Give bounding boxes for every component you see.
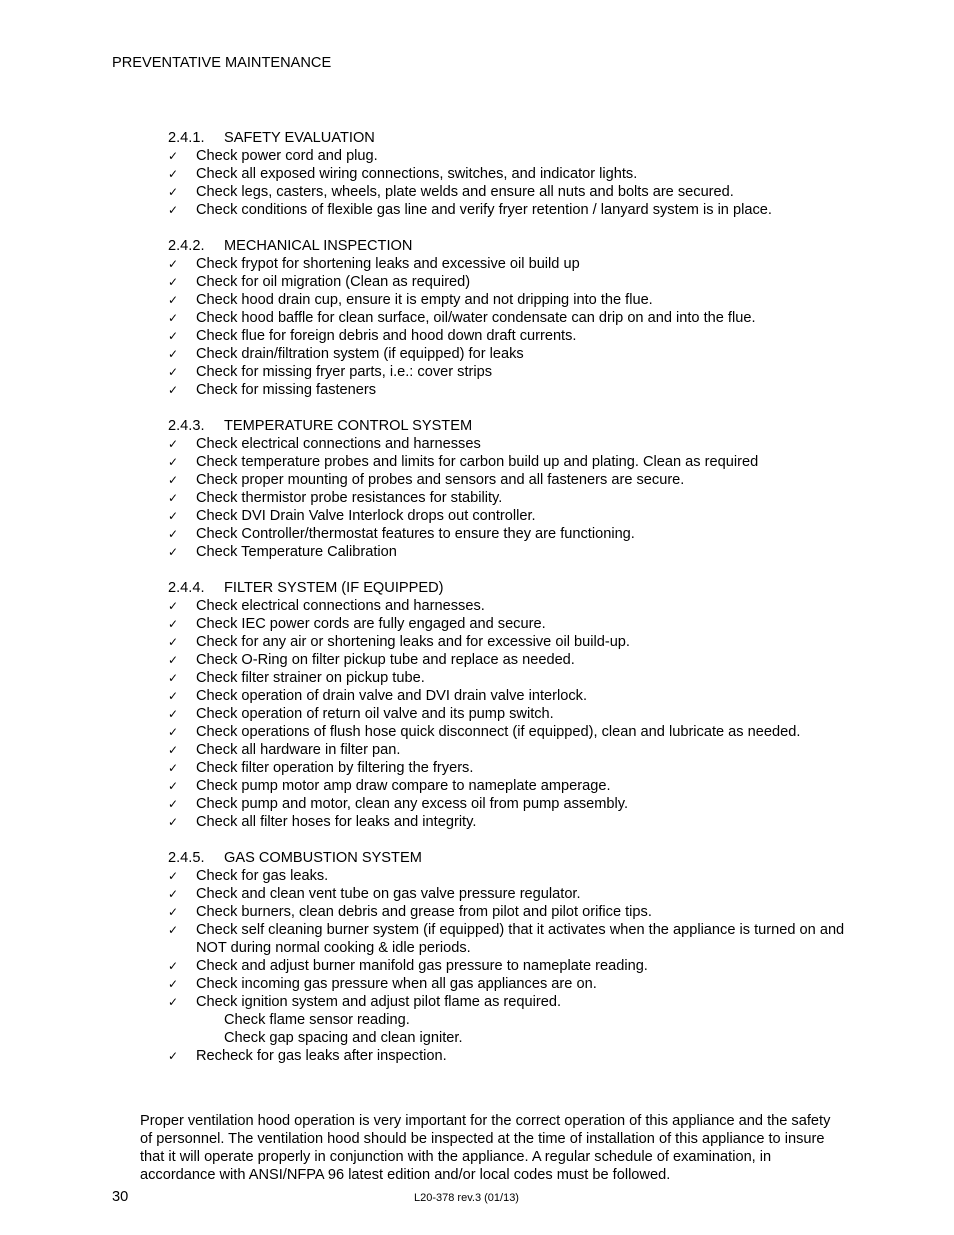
checkmark-icon: ✓ <box>168 545 179 559</box>
item-text: Check burners, clean debris and grease from pilot and pilot orifice tips. <box>196 904 652 920</box>
checkmark-icon: ✓ <box>168 671 179 685</box>
section-title-text: FILTER SYSTEM (IF EQUIPPED) <box>224 580 444 596</box>
item-text: Check all hardware in filter pan. <box>196 742 401 758</box>
item-text: Check IEC power cords are fully engaged and secure. <box>196 616 546 632</box>
checkmark-icon: ✓ <box>168 797 179 811</box>
item-text: Check Temperature Calibration <box>196 544 397 560</box>
checkmark-icon: ✓ <box>168 617 179 631</box>
item-text: Check operation of drain valve and DVI drain valve interlock. <box>196 688 587 704</box>
checkmark-icon: ✓ <box>168 887 179 901</box>
page-header: PREVENTATIVE MAINTENANCE <box>112 55 332 71</box>
checklist-item <box>168 633 848 651</box>
checklist-item <box>168 201 848 219</box>
checklist-item <box>168 597 848 615</box>
checklist-item <box>168 507 848 525</box>
item-text: Check conditions of flexible gas line and verify fryer retention / lanyard system is in place. <box>196 202 772 218</box>
section-safety-evaluation <box>168 129 848 219</box>
checkmark-icon: ✓ <box>168 149 179 163</box>
item-text: Check self cleaning burner system (if equipped) that it activates when the appliance is turned on and NOT during normal cooking & idle periods. <box>196 922 845 956</box>
checklist-item <box>168 957 848 975</box>
item-text: Check electrical connections and harnesses. <box>196 598 485 614</box>
item-text: Check O-Ring on filter pickup tube and replace as needed. <box>196 652 575 668</box>
section-title <box>168 849 848 867</box>
checkmark-icon: ✓ <box>168 455 179 469</box>
item-text: Check legs, casters, wheels, plate welds and ensure all nuts and bolts are secured. <box>196 184 734 200</box>
section-title <box>168 129 848 147</box>
checklist-item <box>168 795 848 813</box>
item-text: Check for oil migration (Clean as required) <box>196 274 471 290</box>
checklist-item <box>168 147 848 165</box>
section-title-text: TEMPERATURE CONTROL SYSTEM <box>224 418 473 434</box>
checkmark-icon: ✓ <box>168 275 179 289</box>
checkmark-icon: ✓ <box>168 509 179 523</box>
section-title-text: GAS COMBUSTION SYSTEM <box>224 850 422 866</box>
checkmark-icon: ✓ <box>168 635 179 649</box>
item-text: Check pump and motor, clean any excess oil from pump assembly. <box>196 796 629 812</box>
item-text: Check hood baffle for clean surface, oil/water condensate can drip on and into the flue. <box>196 310 756 326</box>
item-text: Check filter operation by filtering the fryers. <box>196 760 474 776</box>
checkmark-icon: ✓ <box>168 437 179 451</box>
section-number: 2.4.4. <box>168 580 205 596</box>
item-text: Check for missing fasteners <box>196 382 377 398</box>
checklist-item <box>168 993 848 1011</box>
item-text: Check power cord and plug. <box>196 148 378 164</box>
checkmark-icon: ✓ <box>168 473 179 487</box>
checkmark-icon: ✓ <box>168 257 179 271</box>
checklist-item <box>168 741 848 759</box>
checkmark-icon: ✓ <box>168 689 179 703</box>
item-text: Check frypot for shortening leaks and excessive oil build up <box>196 256 580 272</box>
checklist-item <box>168 543 848 561</box>
section-title <box>168 237 848 255</box>
checklist-item <box>168 615 848 633</box>
checklist-item <box>168 885 848 903</box>
item-text: Check for gas leaks. <box>196 868 329 884</box>
section-number: 2.4.5. <box>168 850 205 866</box>
item-text: Check proper mounting of probes and sensors and all fasteners are secure. <box>196 472 685 488</box>
item-text: Check drain/filtration system (if equipped) for leaks <box>196 346 524 362</box>
item-text: Check for missing fryer parts, i.e.: cover strips <box>196 364 493 380</box>
checklist-content <box>168 129 848 1083</box>
checkmark-icon: ✓ <box>168 1049 179 1063</box>
section-number: 2.4.3. <box>168 418 205 434</box>
checkmark-icon: ✓ <box>168 725 179 739</box>
checkmark-icon: ✓ <box>168 905 179 919</box>
section-temperature-control <box>168 417 848 561</box>
checklist-item <box>168 381 848 399</box>
checklist-item <box>168 777 848 795</box>
checklist-subitem: Check flame sensor reading. <box>224 1012 410 1028</box>
checkmark-icon: ✓ <box>168 167 179 181</box>
section-mechanical-inspection <box>168 237 848 399</box>
item-text: Check Controller/thermostat features to ensure they are functioning. <box>196 526 635 542</box>
checklist-item <box>168 309 848 327</box>
checklist-item <box>168 435 848 453</box>
checkmark-icon: ✓ <box>168 761 179 775</box>
checkmark-icon: ✓ <box>168 383 179 397</box>
checklist-item <box>168 975 848 993</box>
checklist-item <box>168 669 848 687</box>
checkmark-icon: ✓ <box>168 653 179 667</box>
item-text: Check thermistor probe resistances for stability. <box>196 490 503 506</box>
checklist-item <box>168 921 848 957</box>
checkmark-icon: ✓ <box>168 365 179 379</box>
item-text: Check ignition system and adjust pilot flame as required. <box>196 994 562 1010</box>
checkmark-icon: ✓ <box>168 599 179 613</box>
item-text: Recheck for gas leaks after inspection. <box>196 1048 447 1064</box>
checklist-subitem: Check gap spacing and clean igniter. <box>224 1030 463 1046</box>
section-number: 2.4.1. <box>168 130 205 146</box>
checklist-item <box>168 525 848 543</box>
checklist-item <box>168 867 848 885</box>
checklist-item <box>168 705 848 723</box>
item-text: Check filter strainer on pickup tube. <box>196 670 425 686</box>
checklist-item <box>168 345 848 363</box>
checklist-item <box>168 165 848 183</box>
checklist-item <box>168 1047 848 1065</box>
checklist-item <box>168 327 848 345</box>
section-gas-combustion <box>168 849 848 1065</box>
section-title <box>168 579 848 597</box>
checklist-item <box>168 489 848 507</box>
item-text: Check electrical connections and harnesses <box>196 436 481 452</box>
checkmark-icon: ✓ <box>168 527 179 541</box>
section-number: 2.4.2. <box>168 238 205 254</box>
checklist-item <box>168 903 848 921</box>
item-text: Check hood drain cup, ensure it is empty and not dripping into the flue. <box>196 292 653 308</box>
item-text: Check incoming gas pressure when all gas appliances are on. <box>196 976 597 992</box>
item-text: Check pump motor amp draw compare to nameplate amperage. <box>196 778 611 794</box>
checkmark-icon: ✓ <box>168 203 179 217</box>
checklist-item <box>168 759 848 777</box>
checkmark-icon: ✓ <box>168 779 179 793</box>
checklist-item <box>168 273 848 291</box>
item-text: Check operations of flush hose quick disconnect (if equipped), clean and lubricate as needed. <box>196 724 801 740</box>
checkmark-icon: ✓ <box>168 347 179 361</box>
ventilation-paragraph: Proper ventilation hood operation is very important for the correct operation of this appliance and the safety of personnel. The ventilation hood should be inspected at the time of installation of this appliance to insure that it will operate properly in conjunction with the appliance. A regular schedule of examination, in accordance with ANSI/NFPA 96 latest edition and/or local codes must be followed. <box>140 1113 831 1183</box>
item-text: Check and clean vent tube on gas valve pressure regulator. <box>196 886 581 902</box>
checkmark-icon: ✓ <box>168 491 179 505</box>
checkmark-icon: ✓ <box>168 815 179 829</box>
checklist-item <box>168 651 848 669</box>
item-text: Check and adjust burner manifold gas pressure to nameplate reading. <box>196 958 648 974</box>
checklist-item <box>168 255 848 273</box>
checklist-item <box>168 723 848 741</box>
checkmark-icon: ✓ <box>168 923 179 937</box>
checklist-item <box>168 453 848 471</box>
checklist-item <box>168 183 848 201</box>
checklist-item <box>168 813 848 831</box>
item-text: Check all exposed wiring connections, switches, and indicator lights. <box>196 166 638 182</box>
checkmark-icon: ✓ <box>168 743 179 757</box>
section-filter-system <box>168 579 848 831</box>
item-text: Check for any air or shortening leaks and for excessive oil build-up. <box>196 634 630 650</box>
checklist-item <box>168 291 848 309</box>
section-title-text: MECHANICAL INSPECTION <box>224 238 413 254</box>
checkmark-icon: ✓ <box>168 959 179 973</box>
checkmark-icon: ✓ <box>168 995 179 1009</box>
checkmark-icon: ✓ <box>168 311 179 325</box>
item-text: Check all filter hoses for leaks and integrity. <box>196 814 477 830</box>
checklist-item <box>168 471 848 489</box>
checkmark-icon: ✓ <box>168 707 179 721</box>
item-text: Check temperature probes and limits for carbon build up and plating. Clean as required <box>196 454 759 470</box>
item-text: Check operation of return oil valve and its pump switch. <box>196 706 554 722</box>
document-id: L20-378 rev.3 (01/13) <box>414 1192 519 1204</box>
section-title-text: SAFETY EVALUATION <box>224 130 375 146</box>
checkmark-icon: ✓ <box>168 293 179 307</box>
checkmark-icon: ✓ <box>168 185 179 199</box>
item-text: Check flue for foreign debris and hood down draft currents. <box>196 328 577 344</box>
item-text: Check DVI Drain Valve Interlock drops out controller. <box>196 508 536 524</box>
checkmark-icon: ✓ <box>168 329 179 343</box>
section-title <box>168 417 848 435</box>
page-number: 30 <box>112 1189 129 1205</box>
checkmark-icon: ✓ <box>168 977 179 991</box>
checklist-item <box>168 363 848 381</box>
checklist-item <box>168 687 848 705</box>
checkmark-icon: ✓ <box>168 869 179 883</box>
